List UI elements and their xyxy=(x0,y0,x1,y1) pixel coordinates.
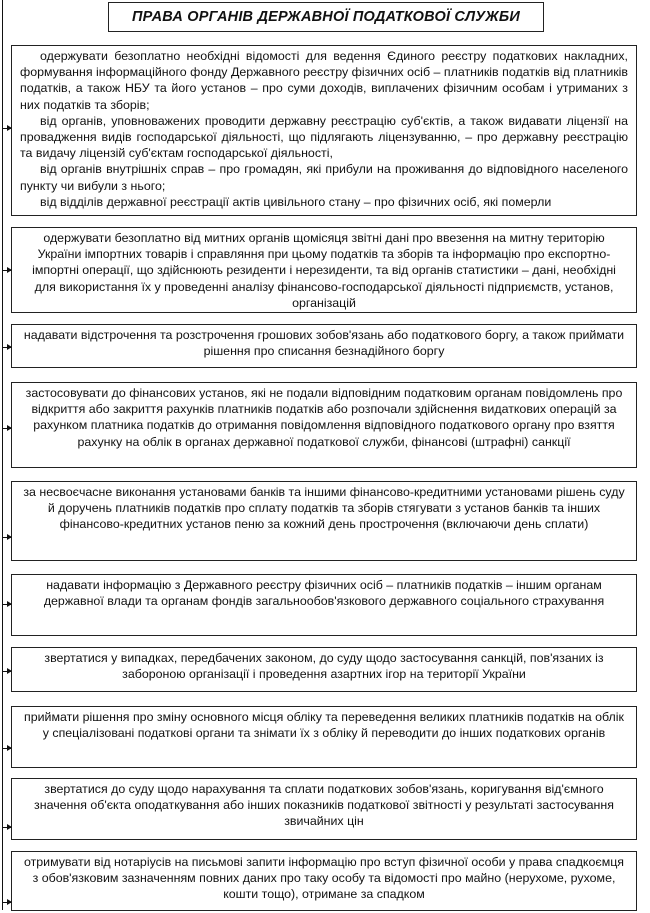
arrow-1 xyxy=(2,128,11,129)
connector-trunk xyxy=(2,0,3,910)
arrow-5 xyxy=(2,537,11,538)
right-box-7-text: звертатися у випадках, передбачених законом, до суду щодо застосування санкцій, пов'язаних із забороною організації і проведення азартних ігор на території України xyxy=(44,651,604,682)
right-box-8-text: приймати рішення про зміну основного місця обліку та переведення великих платників податків на облік у спеціалізовані податкові органи та знімати їх з обліку й переводити до інших податкових органів xyxy=(24,710,624,741)
right-box-5 xyxy=(11,481,637,561)
right-box-2-text: одержувати безоплатно від митних органів щомісяця звітні дані про ввезення на митну територію України імпортних товарів і справляння при цьому податків та зборів та інформацію про експортно-імпортні операції, що здійснюють резиденти і нерезиденти, та від органів статистики – дані, необхідні для використання їх у проведенні аналізу фінансово-господарської діяльності підприємств, установ, організацій xyxy=(32,231,616,310)
arrow-10 xyxy=(2,902,11,903)
right-box-9 xyxy=(11,778,637,840)
arrow-9 xyxy=(2,827,11,828)
right-box-2 xyxy=(11,227,637,313)
right-box-1-para-3: від органів внутрішніх справ – про громадян, які прибули на проживання до відповідного населеного пункту чи вибули з нього; xyxy=(20,162,628,193)
right-box-6-text: надавати інформацію з Державного реєстру фізичних осіб – платників податків – іншим органам державної влади та органам фондів загальнообов'язкового державного соціального страхування xyxy=(43,578,605,609)
right-box-9-text: звертатися до суду щодо нарахування та сплати податкових зобов'язань, коригування від'ємного значення об'єкта оподаткування або інших показників податкової звітності у результаті застосування звичайних цін xyxy=(34,782,614,829)
arrow-3 xyxy=(2,347,11,348)
right-box-3 xyxy=(11,324,637,368)
right-box-8 xyxy=(11,706,637,768)
right-box-1-para-4: від відділів державної реєстрації актів цивільного стану – про фізичних осіб, які померли xyxy=(40,194,552,209)
right-box-5-text: за несвоєчасне виконання установами банків та іншими фінансово-кредитними установами рішень суду й доручень платників податків про сплату податків та зборів стягувати з установ банків та інших фінансово-кредитних установ пеню за кожний день прострочення (включаючи день сплати) xyxy=(23,485,625,532)
arrow-6 xyxy=(2,604,11,605)
right-box-10-text: отримувати від нотаріусів на письмові запити інформацію про вступ фізичної особи у права спадкоємця з обов'язковим зазначенням повних даних про таку особу та відомості про майно (нерухоме, рухоме, кошти тощо), отримане за спадком xyxy=(23,855,625,902)
diagram-title-text: ПРАВА ОРГАНІВ ДЕРЖАВНОЇ ПОДАТКОВОЇ СЛУЖБИ xyxy=(131,9,520,25)
arrow-8 xyxy=(2,748,11,749)
right-box-4-text: застосовувати до фінансових установ, які не подали відповідним податковим органам повідомлень про відкриття або закриття рахунків платників податків або розпочали здійснення видаткових операцій за рахунком платника податків до отримання повідомлення відповідного податкового органу про взяття рахунку на облік в органах державної податкової служби, фінансові (штрафні) санкції xyxy=(25,386,623,449)
right-box-6 xyxy=(11,574,637,636)
right-box-1-para-1: одержувати безоплатно необхідні відомості для ведення Єдиного реєстру податкових накладних, формування інформаційного фонду Державного реєстру фізичних осіб – платників податків від платників податків, а також НБУ та його установ – про суми доходів, виплачених фізичним особам і утриманих з них податків та зборів; xyxy=(20,49,628,112)
right-box-1 xyxy=(11,45,637,216)
diagram-title xyxy=(108,2,544,32)
right-box-7 xyxy=(11,647,637,692)
right-box-1-para-2: від органів, уповноважених проводити державну реєстрацію суб'єктів, а також видавати ліцензії на провадження видів господарської діяльності, що підлягають ліцензуванню, – про державну реєстрацію та видачу ліцензій суб'єктам господарської діяльності, xyxy=(20,113,628,161)
arrow-2 xyxy=(2,270,11,271)
arrow-4 xyxy=(2,428,11,429)
right-box-4 xyxy=(11,382,637,468)
right-box-3-text: надавати відстрочення та розстрочення грошових зобов'язань або податкового боргу, а також приймати рішення про списання безнадійного боргу xyxy=(23,328,625,359)
right-box-10 xyxy=(11,851,637,911)
arrow-7 xyxy=(2,671,11,672)
